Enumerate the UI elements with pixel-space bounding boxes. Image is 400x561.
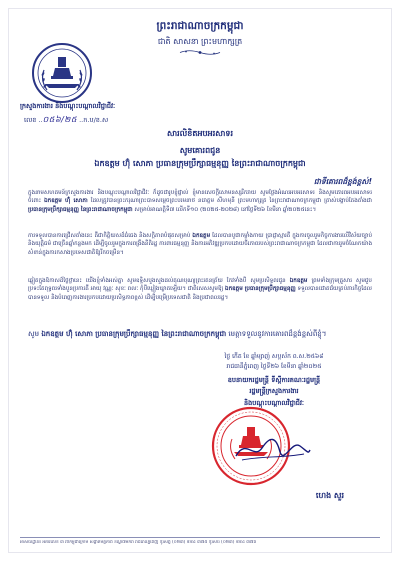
recipient-name: ឯកឧត្តម ហ៊ុំ សោភា ប្រធានក្រុមប្រឹក្សាធម្មនុញ្ញ នៃព្រះរាជាណាចក្រកម្ពុជា [94,159,306,168]
reference-line: លេខ ..០៥៦/២៥ ..ក.ប/ខ.ស [24,115,109,124]
signer-role: រដ្ឋមន្ត្រីក្រសួងការងារ [249,387,299,395]
footer-divider [20,537,380,538]
ornament-divider-icon [178,49,222,56]
reference-number: ០៥៦ [42,115,62,124]
reference-code: ក.ប/ខ.ស [83,116,109,124]
kingdom-title: ព្រះរាជាណាចក្រកម្ពុជា [156,20,244,32]
footer-address: អាសយដ្ឋាន៖ អគារលេខ ៣ វិថីកម្ពុជាក្រោម សង្កាត់មិត្តភាព ខណ្ឌ៧មករា រាជធានីភ្នំពេញ ទូរស័ព្ទ (០២៣) ៨៨៤ ៣៧៥ ទូរសារ (០២៣) ៨៨៤ ៣៧៦ [20,540,257,545]
lunar-date: ថ្ងៃ កើត ខែ ឆ្នាំម្សាញ់ សប្តស័ក ព.ស.២៥៦៨ [224,353,324,360]
solar-date: រាជធានីភ្នំពេញ ថ្ងៃទី២៦ ខែមីនា ឆ្នាំ២០២៥ [226,363,322,370]
sendto-line: សូមគោរពជូន [179,146,221,155]
reference-suffix: /២៥ [61,115,78,124]
reference-label: លេខ [24,116,37,124]
signature-icon [232,430,312,470]
ministry-name: ក្រសួងការងារ និងបណ្តុះបណ្តាលវិជ្ជាជីវៈ [20,102,116,110]
national-motto: ជាតិ សាសនា ព្រះមហាក្សត្រ [157,37,243,46]
signer-title: ឧបនាយករដ្ឋមន្ត្រី ទីស្តីការគណៈរដ្ឋមន្ត្រី [227,376,321,384]
signer-name: ហេង សួរ [315,491,345,500]
ministry-logo-icon [31,42,93,104]
signer-position: និងបណ្តុះបណ្តាលវិជ្ជាជីវៈ [244,399,304,407]
document-type: សារលិខិតអបអរសាទរ [166,129,233,138]
body-paragraph: ក្នុងនាមសហគមន៍ក្រសួងការងារ និងបណ្តុះបណ្តាលវិជ្ជាជីវៈ ក៏ដូចជារូបខ្ញុំផ្ទាល់ ខ្ញុំមានសេចក្តីសោមនស្សរីករាយ សូមថ្លែងអំណរអបអរសាទរ និងសូមគោរពអបអរសាទរចំពោះ ឯកឧត្តម ហ៊ុំ សោភា ដែលត្រូវបានព្រះករុណាព្រះបាទសម្តេចព្រះបរមនាថ នរោត្តម សីហមុនី ព្រះមហាក្សត្រ នៃព្រះរាជាណាចក្រកម្ពុជា ត្រាស់បង្គាប់តែងតាំងជា ប្រធានក្រុមប្រឹក្សាធម្មនុញ្ញ នៃព្រះរាជាណាចក្រកម្ពុជា សម្រាប់អាណត្តិទី៧ លើកទី១០ (២០២៥-២០២៨) នៅថ្ងៃទី២៦ ខែមីនា ឆ្នាំ២០២៥នេះ។ [28,190,372,213]
closing-paragraph: សូម ឯកឧត្តម ហ៊ុំ សោភា ប្រធានក្រុមប្រឹក្សាធម្មនុញ្ញ នៃព្រះរាជាណាចក្រកម្ពុជា មេត្តាទទួលនូវការគោរពដ៏ខ្ពង់ខ្ពស់ពីខ្ញុំ។ [28,330,327,338]
body-paragraph: ឆ្លៀតក្នុងឱកាសដ៏ថ្លៃថ្លានេះ យើងខ្ញុំទាំងអស់គ្នា សូមឧទ្ទិសបួងសួងដល់គុណបុណ្យព្រះរតនត្រ័យ កែវទាំងបី សូមប្រសិទ្ធពរជូន ឯកឧត្តម ព្រមទាំងក្រុមគ្រួសារ សូមជួបប្រទះតែពុទ្ធពរទាំងបួនប្រការគឺ អាយុ វណ្ណៈ សុខៈ ពលៈ កុំបីឃ្លៀងឃ្លាតឡើយ។ ជាពិសេសសូមឱ្យ ឯកឧត្តម ប្រធានក្រុមប្រឹក្សាធម្មនុញ្ញ ទទួលបានជោគជ័យគ្រប់ភារកិច្ចដែលបានទទួល និងបំពេញការងារប្រកបដោយប្រសិទ្ធភាពខ្ពស់ ដើម្បីបម្រើប្រទេសជាតិ និងប្រជាពលរដ្ឋ។ [28,278,373,301]
respect-line: ជាទីគោរពដ៏ខ្ពង់ខ្ពស់! [313,177,372,186]
body-paragraph: ការទទួលបានការជ្រើសតាំងនេះ គឺជាកិត្តិយសដ៏ធំធេង និងសក្ដិភាពបំផុតសម្រាប់ ឯកឧត្តម ដែលបានបូជាកម្លាំងកាយ ប្រាជ្ញាស្មារតី ក្នុងការចូលរួមកិច្ចការងារលើវិស័យច្បាប់ និងយុត្តិធម៌ ជាច្រើនឆ្នាំកន្លងមក ដើម្បីចូលរួមក្នុងការពង្រឹងនីតិរដ្ឋ ការពារធម្មនុញ្ញ និងការអភិវឌ្ឍប្រកបដោយចីរភាពរបស់ព្រះរាជាណាចក្រកម្ពុជា ដែលជាការរួមចំណែកយ៉ាងសំខាន់ក្នុងការកសាងប្រទេសជាតិឱ្យរីកចម្រើន។ [28,233,372,256]
